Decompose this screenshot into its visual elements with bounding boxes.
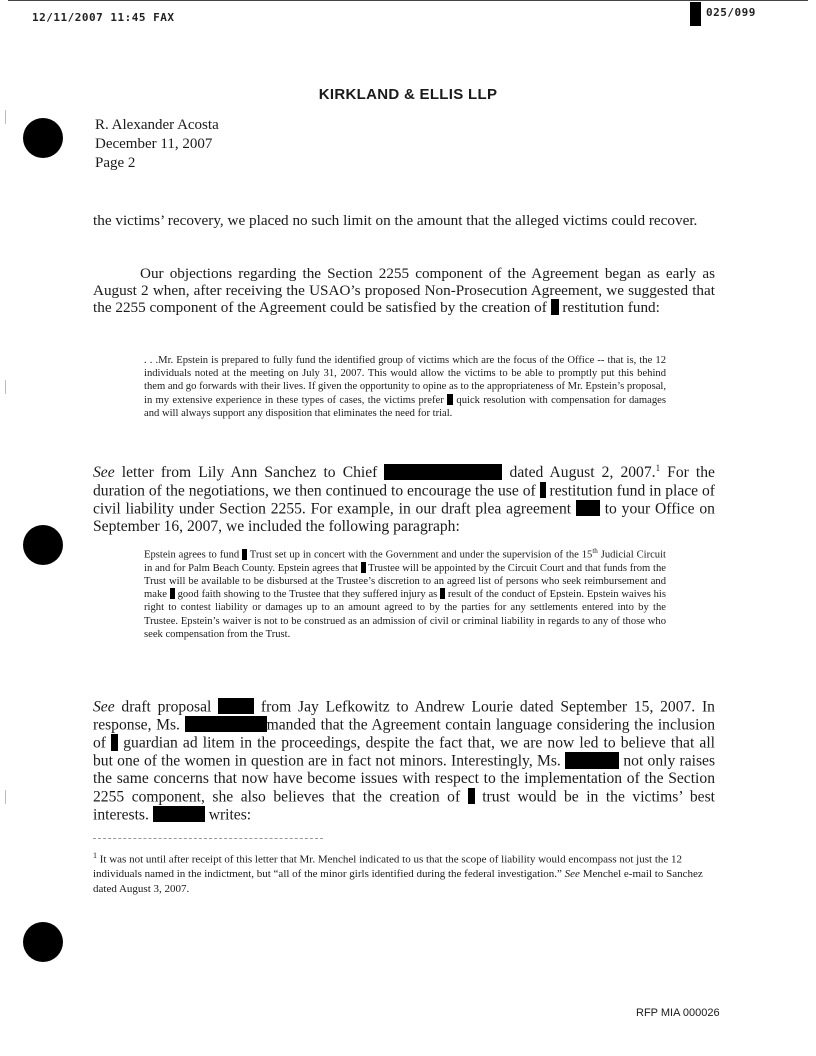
- footnote-marker: 1: [93, 851, 97, 860]
- binder-hole-top: [23, 118, 63, 158]
- paragraph-3: [93, 460, 715, 536]
- redaction-bar: [111, 734, 118, 750]
- redaction-bar: [551, 299, 559, 315]
- block-quote-2: [144, 545, 666, 641]
- letter-date: December 11, 2007: [95, 136, 213, 152]
- quote-2-text-f: result of the conduct of Epstein. Epstein waives his right to contest liability or damages up to an amount agreed to by the parties for any settlements entered into by the Trustee. Epstein’s waiver is not to be construed as an admission of civil or criminal liability in regards to any of those who seek compensation from the Trust.: [144, 589, 666, 640]
- bates-number: RFP MIA 000026: [636, 1007, 720, 1019]
- redaction-bar: [576, 500, 600, 516]
- footnote-text-b: Menchel e-mail to Sanchez dated August 3, 2007.: [93, 868, 703, 895]
- firm-letterhead: KIRKLAND & ELLIS LLP: [318, 86, 498, 103]
- footnote-reference: 1: [655, 463, 661, 473]
- binder-hole-bottom: [23, 922, 63, 962]
- block-quote-1: [144, 354, 666, 420]
- paragraph-3-text-c: For the duration of the negotiations, we then continued to encourage the use of: [93, 464, 715, 500]
- paragraph-3-text-e: to your Office on September 16, 2007, we included the following paragraph:: [93, 500, 715, 536]
- paragraph-3-text-b: dated August 2, 2007.: [509, 464, 656, 482]
- redaction-bar: [565, 752, 619, 768]
- redaction-bar: [540, 482, 546, 498]
- footnote: [93, 849, 705, 896]
- redaction-bar: [440, 588, 445, 599]
- recipient-name: R. Alexander Acosta: [95, 117, 219, 133]
- redaction-bar: [170, 588, 175, 599]
- binder-hole-middle: [23, 525, 63, 565]
- paragraph-4-text-d: guardian ad litem in the proceedings, despite the fact that, we are now led to believe that all but one of the women in question are in fact not minors. Interestingly, Ms.: [93, 734, 715, 770]
- letter-header: [95, 116, 219, 173]
- quote-1-text-cont: quick resolution with compensation for damages and will always support any disposition that eliminates the need for trial.: [144, 394, 667, 419]
- paragraph-4-text-b: from Jay Lefkowitz to Andrew Lourie dated September 15, 2007. In response, Ms.: [93, 698, 715, 734]
- quote-2-text: Epstein agrees to fund: [144, 549, 240, 561]
- paragraph-4-text-c: manded that the Agreement contain language considering the inclusion of: [93, 716, 715, 752]
- paragraph-1: the victims’ recovery, we placed no such limit on the amount that the alleged victims could recover.: [93, 212, 698, 229]
- scan-artifact: [5, 790, 6, 804]
- paragraph-4-text-f: trust would be in the victims’ best interests.: [93, 788, 715, 824]
- redaction-bar: [447, 394, 453, 405]
- paragraph-2-tail: restitution fund:: [562, 299, 660, 316]
- quote-1-text: . . .Mr. Epstein is prepared to fully fund the identified group of victims which are the focus of the Office -- that is, the 12 individuals noted at the meeting on July 31, 2007. This would allow the victims to be able to promptly put this behind them and go forwards with their lives. If given the opportunity to opine as to the appropriateness of Mr. Epstein’s proposal, in my extensive experience in these types of cases, the victims prefer: [144, 355, 666, 406]
- paragraph-4-text: draft proposal: [121, 698, 212, 716]
- fax-top-rule: [8, 0, 808, 1]
- fax-datetime: 12/11/2007 11:45 FAX: [32, 11, 175, 24]
- paragraph-4: [93, 698, 715, 824]
- redaction-bar: [468, 788, 475, 804]
- paragraph-4-text-e: not only raises the same concerns that now have become issues with respect to the implementation of the Section 2255 component, she also believes that the creation of: [93, 752, 716, 806]
- fax-page-counter: 025/099: [706, 6, 756, 19]
- redaction-bar: [384, 464, 502, 480]
- page-number: Page 2: [95, 155, 136, 171]
- quote-2-text-d: Trustee will be appointed by the Circuit Court and that funds from the Trust will be available to be disbursed at the Trustee’s discretion to an agreed list of persons who seek reimbursement and make: [144, 562, 666, 601]
- quote-2-text-c: Judicial Circuit in and for Palm Beach County. Epstein agrees that: [144, 549, 666, 574]
- scan-artifact: [5, 380, 6, 394]
- ordinal-suffix: th: [592, 547, 598, 555]
- paragraph-3-text: letter from Lily Ann Sanchez to Chief: [121, 464, 378, 482]
- quote-2-text-e: good faith showing to the Trustee that they suffered injury as: [177, 589, 438, 601]
- see-signal: See: [93, 464, 115, 482]
- see-signal: See: [564, 868, 580, 881]
- redaction-bar: [153, 806, 205, 822]
- scan-artifact: [5, 110, 6, 124]
- redaction-bar: [185, 716, 267, 732]
- see-signal: See: [93, 698, 115, 716]
- paragraph-3-text-d: restitution fund in place of civil liability under Section 2255. For example, in our draft plea agreement: [93, 482, 716, 518]
- redaction-bar: [690, 2, 701, 26]
- redaction-bar: [361, 562, 366, 573]
- paragraph-2-text: Our objections regarding the Section 2255 component of the Agreement began as early as August 2 when, after receiving the USAO’s proposed Non-Prosecution Agreement, we suggested that the 2255 component of the Agreement could be satisfied by the creation of: [93, 265, 715, 316]
- redaction-bar: [218, 698, 254, 714]
- footnote-separator: [93, 838, 323, 839]
- footnote-text: It was not until after receipt of this letter that Mr. Menchel indicated to us that the scope of liability would encompass not just the 12 individuals named in the indictment, but “all of the minor girls identified during the federal investigation.”: [93, 853, 683, 881]
- paragraph-4-text-g: writes:: [208, 806, 252, 824]
- quote-2-text-b: Trust set up in concert with the Government and under the supervision of the 15: [249, 549, 593, 561]
- redaction-bar: [242, 549, 247, 560]
- paragraph-2: [93, 265, 715, 316]
